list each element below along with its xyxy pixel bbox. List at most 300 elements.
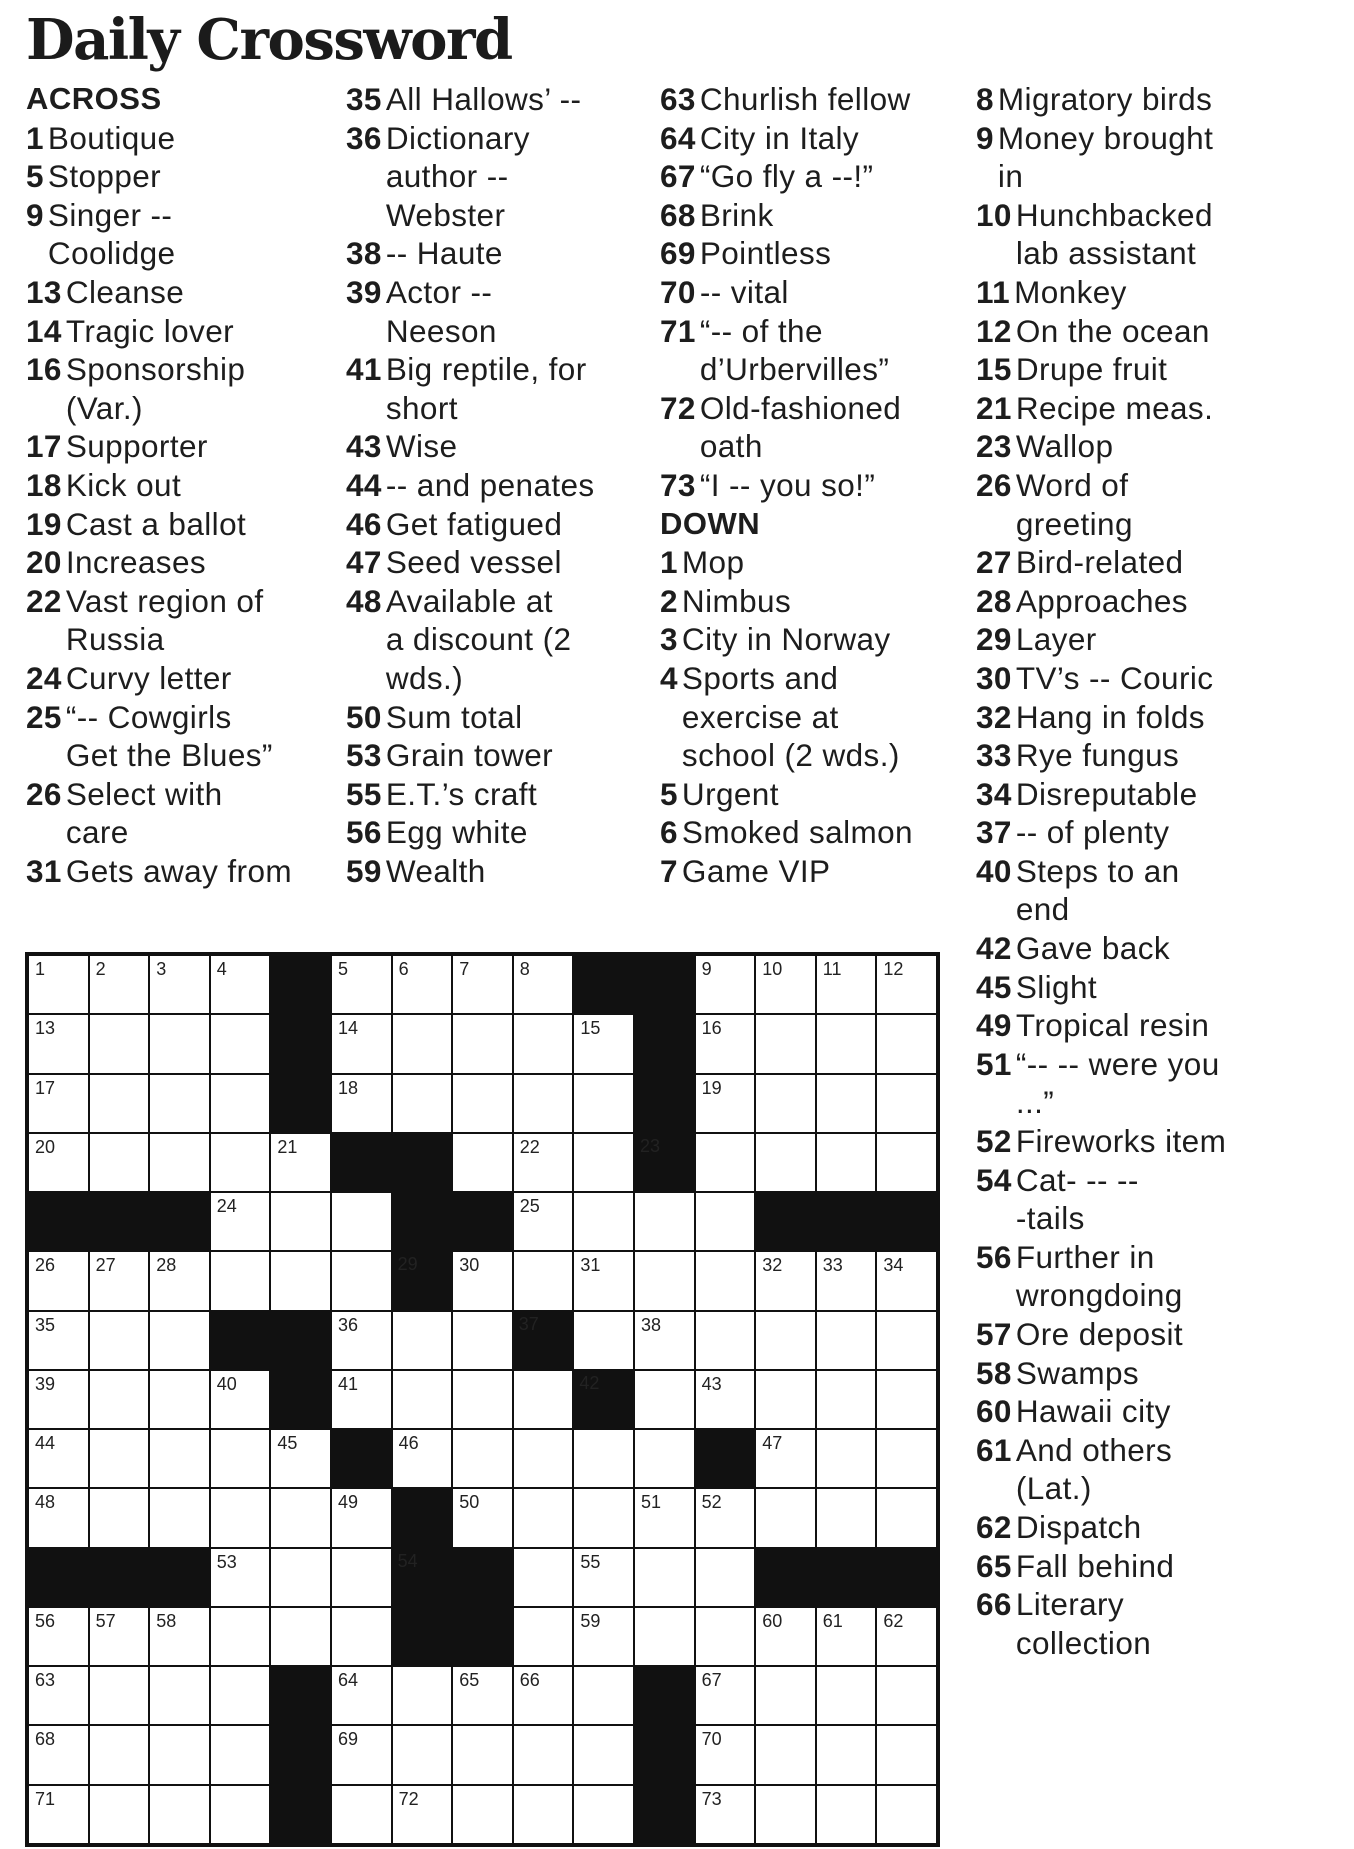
cell-number: 29 xyxy=(397,1254,418,1275)
grid-cell[interactable] xyxy=(573,1666,634,1725)
clue-text xyxy=(386,427,458,466)
clue-number: 56 xyxy=(976,1238,1012,1275)
grid-block xyxy=(392,1192,453,1251)
grid-cell[interactable] xyxy=(28,1014,89,1073)
grid-cell[interactable] xyxy=(89,1488,150,1547)
clue-text xyxy=(66,350,246,427)
grid-cell[interactable] xyxy=(392,1666,453,1725)
clue-text xyxy=(1016,389,1213,428)
grid-block xyxy=(392,1607,453,1666)
grid-cell[interactable] xyxy=(270,1429,331,1488)
clue-number: 8 xyxy=(976,81,994,117)
grid-cell[interactable] xyxy=(392,1785,453,1844)
grid-cell[interactable] xyxy=(816,1785,877,1844)
clue-text xyxy=(386,852,486,891)
grid-cell[interactable] xyxy=(755,1725,816,1784)
clue-text xyxy=(700,80,911,119)
grid-cell[interactable] xyxy=(28,1666,89,1725)
grid-cell[interactable] xyxy=(210,1548,271,1607)
grid-cell[interactable] xyxy=(876,955,937,1014)
grid-cell[interactable] xyxy=(28,1311,89,1370)
clue-number: 72 xyxy=(660,389,696,426)
grid-cell[interactable] xyxy=(331,1785,392,1844)
grid-cell[interactable] xyxy=(331,1014,392,1073)
grid-cell[interactable] xyxy=(755,1785,816,1844)
grid-cell[interactable] xyxy=(513,955,574,1014)
grid-cell[interactable] xyxy=(89,1014,150,1073)
cell-number: 68 xyxy=(35,1729,56,1750)
grid-cell[interactable] xyxy=(210,1488,271,1547)
grid-block xyxy=(573,955,634,1014)
cell-number: 42 xyxy=(579,1372,600,1393)
grid-cell[interactable] xyxy=(695,1133,756,1192)
grid-cell[interactable] xyxy=(452,1666,513,1725)
grid-cell[interactable] xyxy=(513,1251,574,1310)
cell-number: 34 xyxy=(883,1255,904,1276)
clue-line: Churlish fellow xyxy=(699,81,911,117)
grid-cell[interactable] xyxy=(695,1370,756,1429)
clue-line: Tragic lover xyxy=(65,312,235,349)
grid-block xyxy=(89,1192,150,1251)
grid-cell[interactable] xyxy=(28,1488,89,1547)
clue-text xyxy=(386,813,528,852)
grid-cell[interactable] xyxy=(634,1488,695,1547)
grid-cell[interactable] xyxy=(755,1074,816,1133)
grid-cell[interactable] xyxy=(513,1725,574,1784)
grid-cell[interactable] xyxy=(149,1133,210,1192)
grid-block xyxy=(270,1311,331,1370)
grid-cell[interactable] xyxy=(513,1548,574,1607)
cell-number: 50 xyxy=(459,1492,480,1513)
grid-cell[interactable] xyxy=(634,1251,695,1310)
clue-number: 60 xyxy=(976,1393,1012,1430)
grid-cell[interactable] xyxy=(876,1725,937,1784)
grid-cell[interactable] xyxy=(452,1488,513,1547)
clue-number: 7 xyxy=(660,852,678,889)
grid-cell[interactable] xyxy=(816,1607,877,1666)
grid-cell[interactable] xyxy=(755,1311,816,1370)
clue-text xyxy=(1016,1122,1226,1161)
grid-cell[interactable] xyxy=(573,1725,634,1784)
grid-cell[interactable] xyxy=(210,1607,271,1666)
grid-cell[interactable] xyxy=(28,1074,89,1133)
clue-number: 59 xyxy=(346,852,382,889)
clue-text xyxy=(700,312,889,389)
across-heading: ACROSS xyxy=(26,81,162,116)
clue-item xyxy=(976,389,1286,428)
clue-line: On the ocean xyxy=(1015,312,1210,349)
grid-cell[interactable] xyxy=(28,1725,89,1784)
clue-item xyxy=(26,543,336,582)
grid-cell[interactable] xyxy=(149,1785,210,1844)
grid-cell[interactable] xyxy=(270,1607,331,1666)
clue-item xyxy=(660,312,980,389)
clue-text xyxy=(48,119,176,158)
grid-cell[interactable] xyxy=(28,1251,89,1310)
grid-cell[interactable] xyxy=(573,1074,634,1133)
clue-item xyxy=(346,543,656,582)
grid-cell[interactable] xyxy=(755,1370,816,1429)
grid-cell[interactable] xyxy=(816,1429,877,1488)
grid-cell[interactable] xyxy=(210,1014,271,1073)
grid-cell[interactable] xyxy=(513,1370,574,1429)
grid-cell[interactable] xyxy=(816,1311,877,1370)
grid-cell[interactable] xyxy=(876,1370,937,1429)
clue-line: Wise xyxy=(385,428,458,465)
grid-cell[interactable] xyxy=(210,1429,271,1488)
cell-number: 16 xyxy=(701,1018,722,1039)
grid-cell[interactable] xyxy=(210,1074,271,1133)
grid-cell[interactable] xyxy=(513,1488,574,1547)
clue-text xyxy=(700,234,831,273)
grid-cell[interactable] xyxy=(149,1014,210,1073)
grid-cell[interactable] xyxy=(331,1725,392,1784)
grid-cell[interactable] xyxy=(876,1074,937,1133)
grid-cell[interactable] xyxy=(89,1725,150,1784)
clue-number: 13 xyxy=(26,273,62,310)
grid-cell[interactable] xyxy=(331,955,392,1014)
clue-line: care xyxy=(65,814,129,851)
grid-cell[interactable] xyxy=(89,1133,150,1192)
grid-cell[interactable] xyxy=(573,1607,634,1666)
grid-cell[interactable] xyxy=(755,1014,816,1073)
clue-item xyxy=(660,620,980,659)
grid-cell[interactable] xyxy=(573,1429,634,1488)
grid-cell[interactable] xyxy=(149,1607,210,1666)
grid-cell[interactable] xyxy=(876,1311,937,1370)
grid-cell[interactable] xyxy=(89,1785,150,1844)
clue-text xyxy=(682,620,891,659)
grid-cell[interactable] xyxy=(573,1192,634,1251)
grid-cell[interactable] xyxy=(149,1251,210,1310)
grid-cell[interactable] xyxy=(876,1133,937,1192)
grid-cell[interactable] xyxy=(755,1251,816,1310)
clue-line: Mop xyxy=(681,544,745,581)
clue-number: 67 xyxy=(660,158,696,195)
grid-cell[interactable] xyxy=(695,955,756,1014)
grid-cell[interactable] xyxy=(270,1251,331,1310)
clue-text xyxy=(386,234,503,273)
grid-cell[interactable] xyxy=(331,1192,392,1251)
grid-cell[interactable] xyxy=(513,1666,574,1725)
clue-number: 12 xyxy=(976,312,1012,349)
cell-number: 46 xyxy=(398,1433,419,1454)
grid-cell[interactable] xyxy=(270,1192,331,1251)
grid-cell[interactable] xyxy=(876,1429,937,1488)
grid-cell[interactable] xyxy=(513,1133,574,1192)
grid-cell[interactable] xyxy=(331,1488,392,1547)
grid-cell[interactable] xyxy=(392,955,453,1014)
grid-cell[interactable] xyxy=(876,1785,937,1844)
clue-text xyxy=(1016,1508,1142,1547)
clue-text xyxy=(1016,1006,1210,1045)
cell-number: 41 xyxy=(338,1373,359,1394)
grid-cell[interactable] xyxy=(452,1429,513,1488)
clue-line: Gave back xyxy=(1015,930,1171,967)
grid-cell[interactable] xyxy=(28,1370,89,1429)
grid-cell[interactable] xyxy=(755,1607,816,1666)
clue-text xyxy=(1016,1392,1171,1431)
grid-cell[interactable] xyxy=(876,1607,937,1666)
cell-number: 8 xyxy=(519,959,530,979)
cell-number: 32 xyxy=(762,1255,783,1276)
clue-text xyxy=(682,582,791,621)
grid-cell[interactable] xyxy=(28,1429,89,1488)
grid-cell[interactable] xyxy=(210,1370,271,1429)
grid-cell[interactable] xyxy=(816,955,877,1014)
grid-cell[interactable] xyxy=(816,1666,877,1725)
grid-cell[interactable] xyxy=(89,1074,150,1133)
clue-number: 2 xyxy=(660,582,678,619)
grid-cell[interactable] xyxy=(392,1014,453,1073)
grid-cell[interactable] xyxy=(28,1785,89,1844)
cell-number: 30 xyxy=(459,1255,480,1276)
grid-cell[interactable] xyxy=(513,1607,574,1666)
clue-text xyxy=(1016,312,1210,351)
clue-text xyxy=(1016,1161,1139,1238)
grid-block xyxy=(210,1311,271,1370)
grid-cell[interactable] xyxy=(210,1725,271,1784)
cell-number: 13 xyxy=(35,1018,56,1039)
grid-cell[interactable] xyxy=(210,1251,271,1310)
grid-cell[interactable] xyxy=(149,1370,210,1429)
grid-cell[interactable] xyxy=(392,1311,453,1370)
grid-cell[interactable] xyxy=(573,1251,634,1310)
grid-cell[interactable] xyxy=(149,1311,210,1370)
clue-text xyxy=(66,427,208,466)
grid-cell[interactable] xyxy=(452,1370,513,1429)
clue-text xyxy=(1016,1585,1151,1662)
grid-cell[interactable] xyxy=(331,1666,392,1725)
clue-number: 15 xyxy=(976,351,1012,388)
grid-cell[interactable] xyxy=(634,1370,695,1429)
grid-cell[interactable] xyxy=(513,1785,574,1844)
grid-cell[interactable] xyxy=(695,1192,756,1251)
grid-cell[interactable] xyxy=(452,1074,513,1133)
clue-number: 40 xyxy=(976,852,1012,889)
grid-cell[interactable] xyxy=(634,1192,695,1251)
grid-cell[interactable] xyxy=(573,1014,634,1073)
clue-number: 9 xyxy=(976,119,994,156)
cell-number: 59 xyxy=(580,1610,601,1631)
clue-line: Coolidge xyxy=(47,235,176,272)
grid-cell[interactable] xyxy=(876,1488,937,1547)
clue-line: Singer -- xyxy=(47,196,173,233)
grid-cell[interactable] xyxy=(210,1666,271,1725)
grid-cell[interactable] xyxy=(876,1014,937,1073)
clue-line: Wealth xyxy=(385,852,486,889)
grid-cell[interactable] xyxy=(149,1429,210,1488)
cell-number: 55 xyxy=(580,1551,601,1572)
grid-cell[interactable] xyxy=(816,1133,877,1192)
clue-text xyxy=(1016,698,1205,737)
clue-text xyxy=(386,582,572,698)
grid-cell[interactable] xyxy=(452,1785,513,1844)
grid-cell[interactable] xyxy=(755,1666,816,1725)
grid-cell[interactable] xyxy=(573,1133,634,1192)
grid-cell[interactable] xyxy=(755,1133,816,1192)
grid-cell[interactable] xyxy=(210,1133,271,1192)
grid-cell[interactable] xyxy=(755,1488,816,1547)
grid-cell[interactable] xyxy=(452,1251,513,1310)
grid-cell[interactable] xyxy=(331,1370,392,1429)
clue-line: Sports and xyxy=(681,659,839,696)
clue-line: Egg white xyxy=(385,814,528,851)
grid-cell[interactable] xyxy=(695,1725,756,1784)
clue-item xyxy=(976,1045,1286,1122)
grid-cell[interactable] xyxy=(331,1251,392,1310)
clue-number: 62 xyxy=(976,1508,1012,1545)
cell-number: 43 xyxy=(701,1373,722,1394)
clue-number: 26 xyxy=(26,775,62,812)
grid-block xyxy=(270,1785,331,1844)
grid-cell[interactable] xyxy=(513,1192,574,1251)
clue-number: 50 xyxy=(346,698,382,735)
grid-cell[interactable] xyxy=(695,1074,756,1133)
grid-cell[interactable] xyxy=(89,1370,150,1429)
grid-cell[interactable] xyxy=(331,1548,392,1607)
cell-number: 9 xyxy=(701,959,712,979)
grid-cell[interactable] xyxy=(816,1074,877,1133)
clue-line: Swamps xyxy=(1015,1354,1140,1391)
grid-cell[interactable] xyxy=(634,1607,695,1666)
grid-cell[interactable] xyxy=(149,1725,210,1784)
grid-cell[interactable] xyxy=(28,1133,89,1192)
grid-cell[interactable] xyxy=(149,1074,210,1133)
clue-line: d’Urbervilles” xyxy=(699,351,890,388)
grid-cell[interactable] xyxy=(876,1251,937,1310)
grid-cell[interactable] xyxy=(270,1488,331,1547)
grid-cell[interactable] xyxy=(452,1014,513,1073)
grid-cell[interactable] xyxy=(695,1548,756,1607)
clue-line: Big reptile, for xyxy=(385,351,587,388)
cell-number: 5 xyxy=(338,959,349,979)
grid-cell[interactable] xyxy=(149,1488,210,1547)
clue-text xyxy=(66,312,234,351)
grid-cell[interactable] xyxy=(331,1074,392,1133)
grid-cell[interactable] xyxy=(816,1370,877,1429)
grid-cell[interactable] xyxy=(89,1311,150,1370)
grid-cell[interactable] xyxy=(816,1014,877,1073)
grid-cell[interactable] xyxy=(695,1785,756,1844)
clue-item xyxy=(660,157,980,196)
grid-cell[interactable] xyxy=(452,955,513,1014)
clue-line: City in Norway xyxy=(681,621,891,658)
clue-line: Select with xyxy=(65,775,223,812)
grid-cell[interactable] xyxy=(89,1251,150,1310)
grid-cell[interactable] xyxy=(573,1488,634,1547)
grid-block xyxy=(270,1074,331,1133)
clue-line: Available at xyxy=(385,582,553,619)
grid-cell[interactable] xyxy=(149,1666,210,1725)
grid-block xyxy=(270,955,331,1014)
clue-item xyxy=(26,466,336,505)
grid-cell[interactable] xyxy=(695,1666,756,1725)
grid-cell[interactable] xyxy=(331,1607,392,1666)
clue-line: Neeson xyxy=(385,312,497,349)
grid-cell[interactable] xyxy=(89,1429,150,1488)
clue-number: 37 xyxy=(976,814,1012,851)
grid-cell[interactable] xyxy=(452,1725,513,1784)
grid-cell[interactable] xyxy=(755,955,816,1014)
grid-cell[interactable] xyxy=(513,1429,574,1488)
clue-line: Migratory birds xyxy=(997,81,1213,117)
grid-cell[interactable] xyxy=(89,955,150,1014)
grid-cell[interactable] xyxy=(513,1074,574,1133)
clue-number: 70 xyxy=(660,273,696,310)
cell-number: 20 xyxy=(35,1136,56,1157)
grid-block xyxy=(270,1014,331,1073)
grid-cell[interactable] xyxy=(331,1311,392,1370)
grid-cell[interactable] xyxy=(452,1133,513,1192)
grid-cell[interactable] xyxy=(816,1725,877,1784)
clue-item xyxy=(660,775,980,814)
grid-cell[interactable] xyxy=(210,1785,271,1844)
grid-cell[interactable] xyxy=(392,1074,453,1133)
grid-block xyxy=(634,955,695,1014)
clue-item xyxy=(976,1315,1286,1354)
grid-cell[interactable] xyxy=(452,1311,513,1370)
clue-number: 35 xyxy=(346,81,382,117)
grid-cell[interactable] xyxy=(573,1311,634,1370)
clue-item xyxy=(976,350,1286,389)
grid-cell[interactable] xyxy=(876,1666,937,1725)
clue-text xyxy=(1014,273,1127,312)
grid-cell[interactable] xyxy=(816,1488,877,1547)
grid-cell[interactable] xyxy=(89,1607,150,1666)
clue-number: 1 xyxy=(660,544,678,581)
grid-cell[interactable] xyxy=(816,1251,877,1310)
grid-cell[interactable] xyxy=(634,1548,695,1607)
grid-cell[interactable] xyxy=(89,1666,150,1725)
cell-number: 15 xyxy=(580,1018,601,1039)
grid-cell[interactable] xyxy=(573,1785,634,1844)
grid-cell[interactable] xyxy=(210,955,271,1014)
grid-cell[interactable] xyxy=(392,1725,453,1784)
grid-block xyxy=(392,1548,453,1607)
grid-cell[interactable] xyxy=(695,1251,756,1310)
grid-cell[interactable] xyxy=(695,1488,756,1547)
grid-cell[interactable] xyxy=(392,1429,453,1488)
grid-cell[interactable] xyxy=(695,1607,756,1666)
grid-cell[interactable] xyxy=(573,1548,634,1607)
clue-line: Cast a ballot xyxy=(65,505,247,542)
grid-cell[interactable] xyxy=(634,1429,695,1488)
grid-cell[interactable] xyxy=(270,1548,331,1607)
clue-text xyxy=(1016,968,1097,1007)
grid-cell[interactable] xyxy=(210,1192,271,1251)
cell-number: 7 xyxy=(459,959,470,979)
clue-number: 58 xyxy=(976,1354,1012,1391)
grid-cell[interactable] xyxy=(149,955,210,1014)
grid-cell[interactable] xyxy=(695,1311,756,1370)
grid-cell[interactable] xyxy=(755,1429,816,1488)
clue-item xyxy=(976,543,1286,582)
grid-cell[interactable] xyxy=(634,1311,695,1370)
grid-cell[interactable] xyxy=(392,1370,453,1429)
cell-number: 35 xyxy=(35,1314,56,1335)
grid-cell[interactable] xyxy=(513,1014,574,1073)
clue-number: 52 xyxy=(976,1123,1012,1160)
clue-text xyxy=(1016,1315,1183,1354)
grid-cell[interactable] xyxy=(270,1133,331,1192)
grid-cell[interactable] xyxy=(28,1607,89,1666)
cell-number: 71 xyxy=(35,1788,56,1809)
grid-cell[interactable] xyxy=(28,955,89,1014)
grid-cell[interactable] xyxy=(695,1014,756,1073)
grid-block xyxy=(634,1725,695,1784)
clue-item xyxy=(346,234,656,273)
